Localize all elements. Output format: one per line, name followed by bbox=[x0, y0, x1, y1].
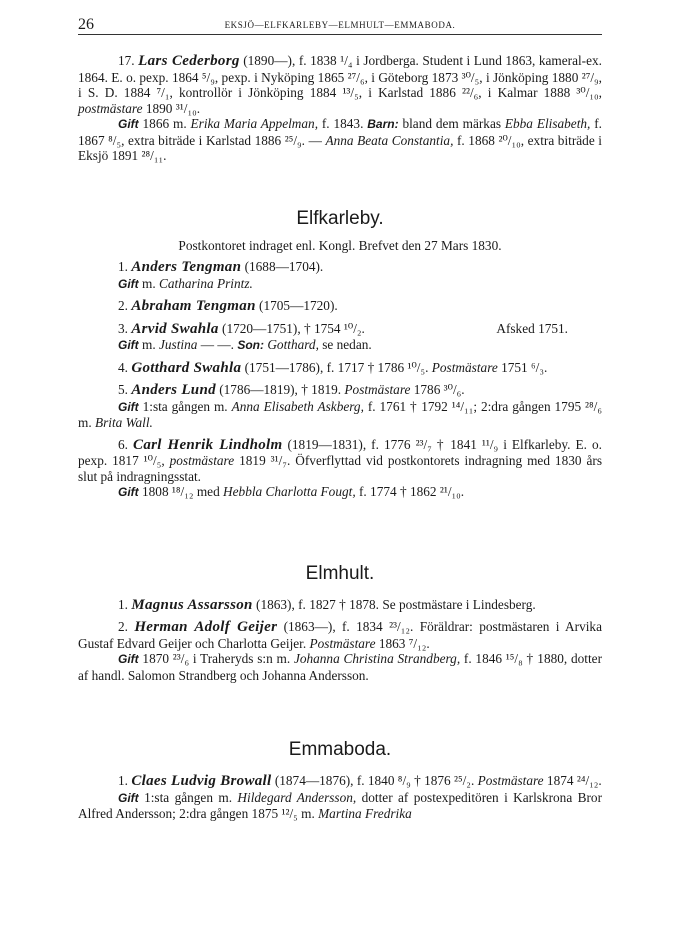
person-name: Abraham Tengman bbox=[131, 298, 256, 314]
gift-label: Gift bbox=[118, 117, 139, 131]
entry-assarsson: 1. Magnus Assarsson (1863), f. 1827 † 1878. Se postmästare i Lindesberg. bbox=[118, 596, 536, 613]
son-label: Son: bbox=[237, 338, 264, 352]
entry-browall-family: Gift 1:sta gången m. Hildegard Andersson, dotter af postexpeditören i Karlskrona Bror Alfred Andersson; 2:dra gången 1875 ¹²/₅ m. Martina Fredrika bbox=[78, 789, 602, 821]
entry-geijer-family: Gift 1870 ²³/₆ i Traheryds s:n m. Johanna Christina Strandberg, f. 1846 ¹⁵/₈ † 1880, dotter af handl. Salomon Strandberg och Johanna Andersson. bbox=[78, 651, 602, 683]
entry-swahla-gotthard: 4. Gotthard Swahla (1751—1786), f. 1717 † 1786 ¹⁰/₅. Postmästare 1751 ⁶/₃. bbox=[118, 359, 548, 376]
barn-label: Barn: bbox=[367, 117, 399, 131]
gift-label: Gift bbox=[118, 399, 139, 414]
person-name: Anders Lund bbox=[131, 382, 216, 398]
person-name: Lars Cederborg bbox=[138, 53, 240, 69]
entry-geijer: 2. Herman Adolf Geijer (1863—), f. 1834 ²³/₁₂. Föräldrar: postmästaren i Arvika Gustaf Edvard Geijer och Charlotta Geijer. Postmästare 1863 ⁷/₁₂. bbox=[78, 619, 602, 651]
gift-label: Gift bbox=[118, 276, 139, 291]
section-title-emmaboda: Emmaboda. bbox=[288, 739, 392, 760]
entry-tengman-anders: 1. Anders Tengman (1688—1704). bbox=[118, 259, 324, 275]
entry-lund: 5. Anders Lund (1786—1819), † 1819. Postmästare 1786 ³⁰/₆. bbox=[118, 382, 465, 398]
entry-lindholm-family: Gift 1808 ¹⁸/₁₂ med Hebbla Charlotta Fougt, f. 1774 † 1862 ²¹/₁₀. bbox=[118, 484, 465, 499]
entry-lindholm: 6. Carl Henrik Lindholm (1819—1831), f. 1776 ²³/₇ † 1841 ¹¹/₉ i Elfkarleby. E. o. pexp. 1817 ¹⁰/₅, postmästare 1819 ³¹/₇. Öfverflyttad vid postkontorets indragning med 1830 års slut på indragningsstat. bbox=[78, 436, 602, 484]
entry-swahla-arvid: 3. Arvid Swahla (1720—1751), † 1754 ¹⁰/₂. Afsked 1751. bbox=[118, 320, 568, 337]
person-name: Claes Ludvig Browall bbox=[131, 773, 272, 789]
entry-tengman-abraham: 2. Abraham Tengman (1705—1720). bbox=[118, 298, 338, 314]
gift-label: Gift bbox=[118, 485, 139, 499]
gift-label: Gift bbox=[118, 652, 139, 666]
running-title: EKSJÖ—ELFKARLEBY—ELMHULT—EMMABODA. bbox=[224, 20, 456, 30]
entry-cederborg-family: Gift 1866 m. Erika Maria Appelman, f. 1843. Barn: bland dem märkas Ebba Elisabeth, f. 1867 ⁸/₅, extra biträde i Karlstad 1886 ²⁵/₉. — Anna Beata Constantia, f. 1868 ²⁰/₁₀, extra biträde i Eksjö 1891 ²⁸/₁₁. bbox=[78, 116, 602, 163]
person-name: Arvid Swahla bbox=[131, 320, 219, 337]
entry-browall: 1. Claes Ludvig Browall (1874—1876), f. 1840 ⁸/₉ † 1876 ²⁵/₂. Postmästare 1874 ²⁴/₁₂. bbox=[118, 773, 602, 789]
gift-label: Gift bbox=[118, 790, 139, 805]
running-header bbox=[78, 14, 602, 35]
gift-label: Gift bbox=[118, 338, 139, 352]
section-note: Postkontoret indraget enl. Kongl. Brefvet den 27 Mars 1830. bbox=[178, 237, 502, 253]
section-title-elmhult: Elmhult. bbox=[305, 562, 375, 584]
page-number: 26 bbox=[78, 16, 94, 33]
person-name: Carl Henrik Lindholm bbox=[133, 436, 283, 453]
entry-lund-family: Gift 1:sta gången m. Anna Elisabeth Askberg, f. 1761 † 1792 ¹⁴/₁₁; 2:dra gången 1795 ²⁸/₆ m. Brita Wall. bbox=[78, 398, 603, 430]
entry-swahla-arvid-family: Gift m. Justina — —. Son: Gotthard, se nedan. bbox=[118, 337, 372, 352]
entry-tengman-anders-family: Gift m. Catharina Printz. bbox=[118, 275, 253, 291]
person-name: Anders Tengman bbox=[131, 259, 242, 275]
person-name: Herman Adolf Geijer bbox=[134, 619, 278, 635]
page bbox=[78, 14, 602, 822]
person-name: Gotthard Swahla bbox=[131, 359, 242, 376]
section-title-elfkarleby: Elfkarleby. bbox=[296, 207, 384, 229]
entry-cederborg: 17. Lars Cederborg (1890—), f. 1838 ¹/₄ i Jordberga. Student i Lund 1863, kameral-ex. 1864. E. o. pexp. 1864 ⁵/₉, pexp. i Nyköping 1865 ²⁷/₆, i Göteborg 1873 ³⁰/₅, i Jönköping 1880 ²⁷/₉, i S. D. 1884 ⁷/₁, kontrollör i Jönköping 1884 ¹³/₅, i Karlstad 1886 ²²/₆, i Kalmar 1888 ³⁰/₁₀, postmästare 1890 ³¹/₁₀. bbox=[78, 53, 602, 116]
person-name: Magnus Assarsson bbox=[131, 596, 253, 613]
